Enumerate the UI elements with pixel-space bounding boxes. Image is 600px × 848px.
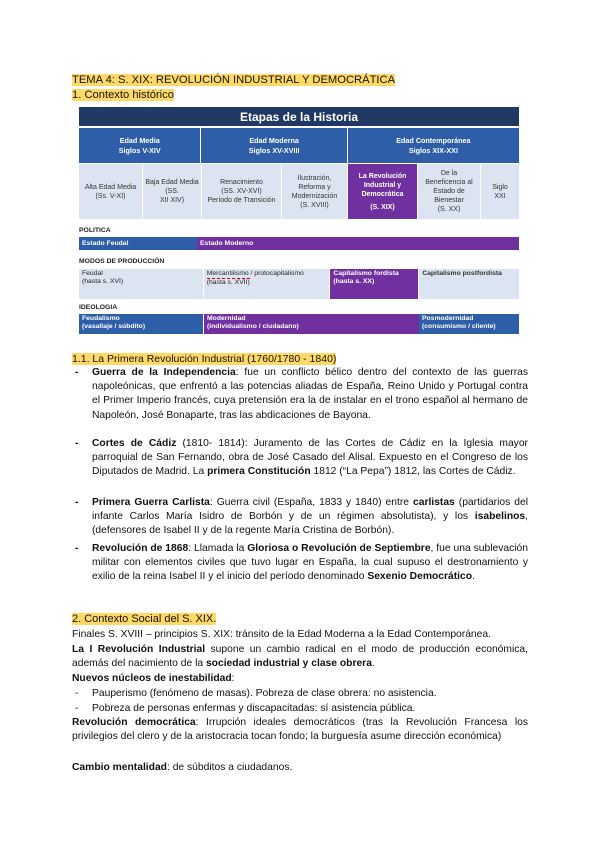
section-heading-2: 2. Contexto Social del S. XIX. <box>72 613 217 625</box>
ideologia-cell: Feudalismo (vasallaje / súbdito) <box>79 314 203 334</box>
paragraph: Revolución democrática: Irrupción ideales democráticos (tras la Revolución Francesa los privilegios del clero y de la aristocracia tocan fondo; la burguesía asume dirección económica) <box>72 717 528 743</box>
modos-label: MODOS DE PRODUCCIÓN <box>79 258 165 265</box>
history-stages-table <box>79 107 519 334</box>
list-item: - Guerra de la Independencia: fue un conflicto bélico dentro del contexto de las guerras napoleónicas, que enfrentó a las potencias aliadas de España, Reino Unido y Portugal contra el Primer Imperio francés, cuya pretensión era la de instalar en el trono español al hermano de Napoleón, José Bonaparte, tras las abdicaciones de Bayona. <box>75 367 528 421</box>
ideologia-row <box>79 314 519 334</box>
era-cell: Edad Contemporánea Siglos XIX-XXI <box>347 128 519 163</box>
eras-row <box>79 128 519 163</box>
era-cell: Edad Media Siglos V-XIV <box>79 128 200 163</box>
period-cell: Renacimiento (SS. XV-XVI) Período de Transición <box>201 164 281 219</box>
section-heading-1: 1. Contexto histórico <box>72 89 174 101</box>
period-cell: Siglo XXI <box>480 164 519 219</box>
paragraph: Finales S. XVIII – principios S. XIX: tránsito de la Edad Moderna a la Edad Contemporánea. <box>72 629 491 640</box>
paragraph: La I Revolución Industrial supone un cambio radical en el modo de producción económica, además del nacimiento de la sociedad industrial y clase obrera. <box>72 644 528 670</box>
list-item: - Primera Guerra Carlista: Guerra civil (España, 1833 y 1840) entre carlistas (partidarios del infante Carlos María Isidro de Borbón y de un régimen absolutista), y los isabelinos, (defensores de Isabel II y de la regente María Cristina de Borbón). <box>75 497 529 537</box>
modo-cell: Capitalismo fordista (hasta s. XX) <box>330 269 418 299</box>
table-title: Etapas de la Historia <box>79 107 519 126</box>
list-item: - Cortes de Cádiz (1810- 1814): Juramento de las Cortes de Cádiz en la Iglesia mayor parroquial de San Fernando, obra de José Casado del Alisal. Expuesto en el Congreso de los Diputados de Madrid. La primera Constitución 1812 (“La Pepa”) 1812, las Cortes de Cádiz. <box>75 438 528 478</box>
ideologia-cell: Modernidad (individualismo / ciudadano) <box>204 314 419 334</box>
modo-cell: Capitalismo postfordista <box>419 269 519 299</box>
period-cell: Baja Edad Media (SS. XII XIV) <box>142 164 201 219</box>
politica-label: POLITICA <box>79 227 111 234</box>
document-title: TEMA 4: S. XIX: REVOLUCIÓN INDUSTRIAL Y DEMOCRÁTICA <box>72 74 396 86</box>
paragraph: Cambio mentalidad: de súbditos a ciudadanos. <box>72 762 293 773</box>
section-heading-1-1: 1.1. La Primera Revolución Industrial (1760/1780 - 1840) <box>72 353 337 365</box>
period-cell: Alta Edad Media (Ss. V-XI) <box>79 164 142 219</box>
politica-cell: Estado Moderno <box>197 237 519 250</box>
modo-cell: Feudal (hasta s. XVI) <box>79 269 203 299</box>
ideologia-cell: Posmodernidad (consumismo / cliente) <box>419 314 519 334</box>
modos-row <box>79 269 519 299</box>
politica-cell: Estado Feudal <box>79 237 197 250</box>
periods-row <box>79 164 519 219</box>
period-cell-highlighted: La Revolución Industrial y Democrática (S. XIX) <box>347 164 417 219</box>
period-cell: Ilustración, Reforma y Modernización (S. XVIII) <box>281 164 347 219</box>
era-cell: Edad Moderna Siglos XV-XVIII <box>200 128 346 163</box>
period-cell: De la Beneficencia al Estado de Bienestar (S. XX) <box>417 164 480 219</box>
politica-row <box>79 237 519 250</box>
list-item: - Pobreza de personas enfermas y discapacitadas: sí asistencia pública. <box>75 703 416 714</box>
paragraph: Nuevos núcleos de inestabilidad: <box>72 673 235 684</box>
list-item: - Pauperismo (fenómeno de masas). Pobreza de clase obrera: no asistencia. <box>75 688 437 699</box>
modo-cell: Mercantilismo / protocapitalismo (hasta s. XVII) <box>204 269 330 299</box>
ideologia-label: IDEOLOGIA <box>79 304 118 311</box>
list-item: - Revolución de 1868: Llamada la Gloriosa o Revolución de Septiembre, fue una sublevación militar con elementos civiles que tuvo lugar en España, la cual supuso el destronamiento y exilio de la reina Isabel II y el inicio del período denominado Sexenio Democrático. <box>75 543 528 583</box>
